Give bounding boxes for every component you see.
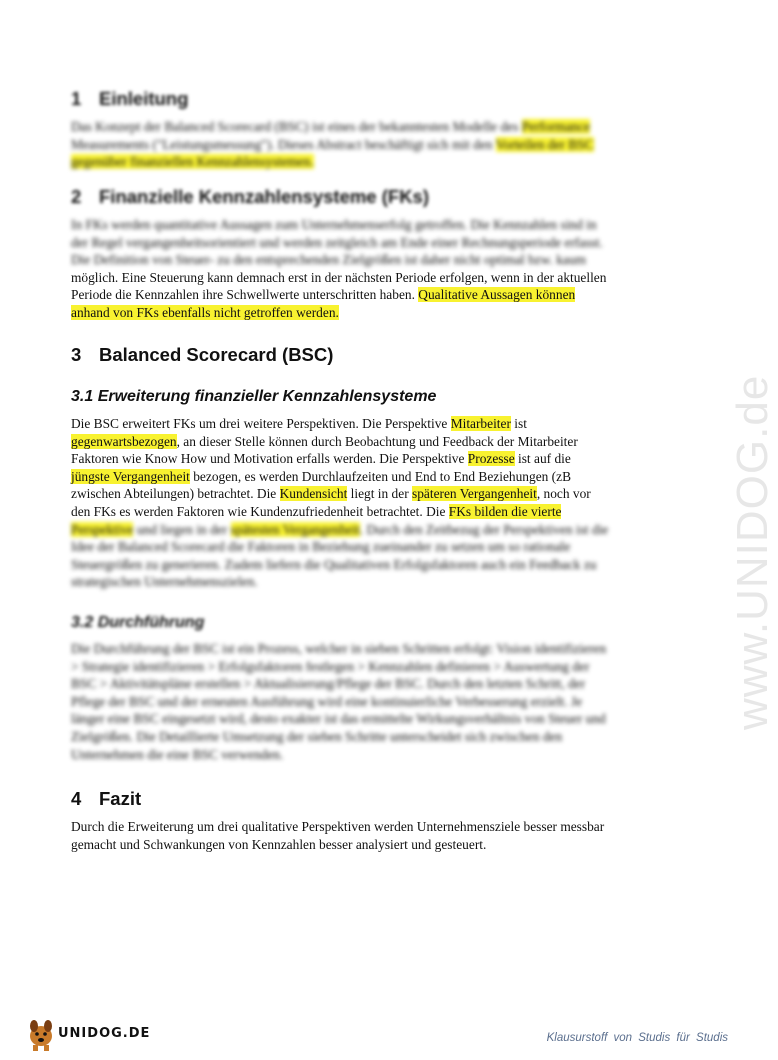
text: , noch vor bbox=[536, 486, 591, 502]
text-line: Measurements ("Leistungsmessung"). Dieses Abstract beschäftigt sich mit den bbox=[71, 136, 493, 152]
text: . Durch den Zeitbezug der Perspektiven ist die bbox=[359, 521, 609, 537]
section-2-heading bbox=[71, 186, 429, 208]
highlight: späteren Vergangenheit bbox=[412, 486, 537, 502]
text-line: Zielgrößen. Die Detaillierte Umsetzung der sieben Schritte unterscheidet sich zwischen den bbox=[71, 728, 563, 744]
text-line: Das Konzept der Balanced Scorecard (BSC) ist eines der bekanntesten Modelle des bbox=[71, 119, 519, 134]
text-line: Durch die Erweiterung um drei qualitative Perspektiven werden Unternehmensziele besser messbar bbox=[71, 819, 605, 834]
text-line: länger eine BSC eingesetzt wird, desto exakter ist das ermittelte Wirkungsverhältnis von Steuer und bbox=[71, 711, 606, 727]
text: ist bbox=[510, 416, 527, 431]
text-line: strategischen Unternehmenszielen. bbox=[71, 574, 258, 590]
subsection-3-1-paragraph bbox=[71, 415, 683, 591]
text: und liegen in der bbox=[133, 521, 231, 537]
blurred-lines bbox=[71, 521, 683, 591]
section-4-heading bbox=[71, 788, 141, 810]
text-line: Die Definition von Steuer- zu den entsprechenden Zielgrößen ist daher nicht optimal bzw. kaum bbox=[71, 252, 586, 268]
section-1-heading bbox=[71, 88, 188, 110]
highlight: Mitarbeiter bbox=[450, 416, 511, 431]
section-number: 4 bbox=[71, 788, 82, 809]
highlight: gegenwartsbezogen bbox=[71, 433, 177, 449]
highlight: Vorteilen der BSC bbox=[495, 136, 594, 152]
text-line: möglich. Eine Steuerung kann demnach erst in der nächsten Periode erfolgen, wenn in der aktuellen bbox=[71, 269, 607, 285]
text: liegt in der bbox=[347, 486, 413, 502]
section-title: Einleitung bbox=[99, 88, 189, 109]
text-line: der Regel vergangenheitsorientiert und werden zeitgleich am Ende einer Rechnungsperiode erfasst. bbox=[71, 234, 603, 250]
subsection-3-2-heading: 3.2 Durchführung bbox=[71, 614, 205, 631]
highlight: spätesten Vergangenheit bbox=[230, 521, 360, 537]
highlight: Performance bbox=[521, 119, 591, 134]
text-line: > Strategie identifizieren > Erfolgsfaktoren festlegen > Kennzahlen definieren > Auswertung der bbox=[71, 658, 590, 674]
text-line: In FKs werden quantitative Aussagen zum Unternehmenserfolg getroffen. Die Kennzahlen sind in bbox=[71, 217, 597, 232]
section-number: 2 bbox=[71, 186, 82, 207]
section-title: Balanced Scorecard (BSC) bbox=[99, 344, 334, 365]
footer-tagline: Klausurstoff von Studis für Studis bbox=[546, 1032, 728, 1044]
text-line: Unternehmen die eine BSC verwenden. bbox=[71, 746, 284, 762]
section-1-paragraph bbox=[71, 118, 683, 171]
text-line: Steuergrößen zu generieren. Zudem liefern die Qualitativen Erfolgsfaktoren auch ein Feedback zu bbox=[71, 556, 597, 572]
section-3-heading bbox=[71, 344, 333, 366]
section-title: Finanzielle Kennzahlensysteme (FKs) bbox=[99, 186, 430, 207]
text-line: Pflege der BSC und der erneuten Ausführung wird eine kontinuierliche Verbesserung erzielt. Je bbox=[71, 693, 583, 709]
section-4-paragraph bbox=[71, 818, 683, 853]
subsection-3-2-paragraph bbox=[71, 640, 683, 763]
subsection-3-1-heading: 3.1 Erweiterung finanzieller Kennzahlensysteme bbox=[71, 388, 437, 405]
highlight: Prozesse bbox=[467, 451, 515, 467]
text: ist auf die bbox=[514, 451, 571, 467]
text-line: Idee der Balanced Scorecard die Faktoren in Beziehung zueinander zu setzen um so rationale bbox=[71, 539, 571, 555]
text: Faktoren wie Know How und Motivation erfalls werden. Die Perspektive bbox=[71, 451, 468, 467]
text-line: Die Durchführung der BSC ist ein Prozess, welcher in sieben Schritten erfolgt: Vision identifizieren bbox=[71, 641, 607, 656]
text: zwischen Abteilungen) betrachtet. Die bbox=[71, 486, 280, 502]
section-number: 1 bbox=[71, 88, 82, 109]
text-line: Periode die Kennzahlen ihre Schwellwerte unterschritten haben. bbox=[71, 287, 419, 303]
text: , an dieser Stelle können durch Beobachtung und Feedback der Mitarbeiter bbox=[176, 433, 578, 449]
text: den FKs es werden Faktoren wie Kundenzufriedenheit betrachtet. Die bbox=[71, 503, 449, 519]
blurred-lines bbox=[71, 216, 683, 269]
highlight: jüngste Vergangenheit bbox=[71, 468, 190, 484]
highlight: Kundensicht bbox=[279, 486, 348, 502]
highlight: anhand von FKs ebenfalls nicht getroffen werden. bbox=[71, 304, 339, 320]
text-line: BSC > Aktivitätspläne erstellen > Aktualisierung/Pflege der BSC. Durch den letzten Schritt, der bbox=[71, 676, 586, 692]
dog-icon bbox=[22, 1014, 62, 1054]
watermark-text: www.UNIDOG.de bbox=[728, 374, 777, 730]
unidog-logo bbox=[22, 1014, 162, 1054]
text: Die BSC erweitert FKs um drei weitere Perspektiven. Die Perspektive bbox=[71, 416, 451, 431]
highlight: gegenüber finanziellen Kennzahlensystemen. bbox=[71, 154, 314, 170]
logo-text: UNIDOG.DE bbox=[58, 1026, 151, 1041]
highlight: Perspektive bbox=[71, 521, 134, 537]
highlight: Qualitative Aussagen können bbox=[418, 287, 576, 303]
text-line: gemacht und Schwankungen von Kennzahlen besser analysiert und gesteuert. bbox=[71, 836, 487, 852]
section-title: Fazit bbox=[99, 788, 142, 809]
watermark bbox=[676, 270, 777, 730]
text: bezogen, es werden Durchlaufzeiten und End to End Beziehungen (zB bbox=[189, 468, 572, 484]
section-2-paragraph bbox=[71, 216, 683, 322]
highlight: FKs bilden die vierte bbox=[448, 503, 562, 519]
section-number: 3 bbox=[71, 344, 82, 365]
